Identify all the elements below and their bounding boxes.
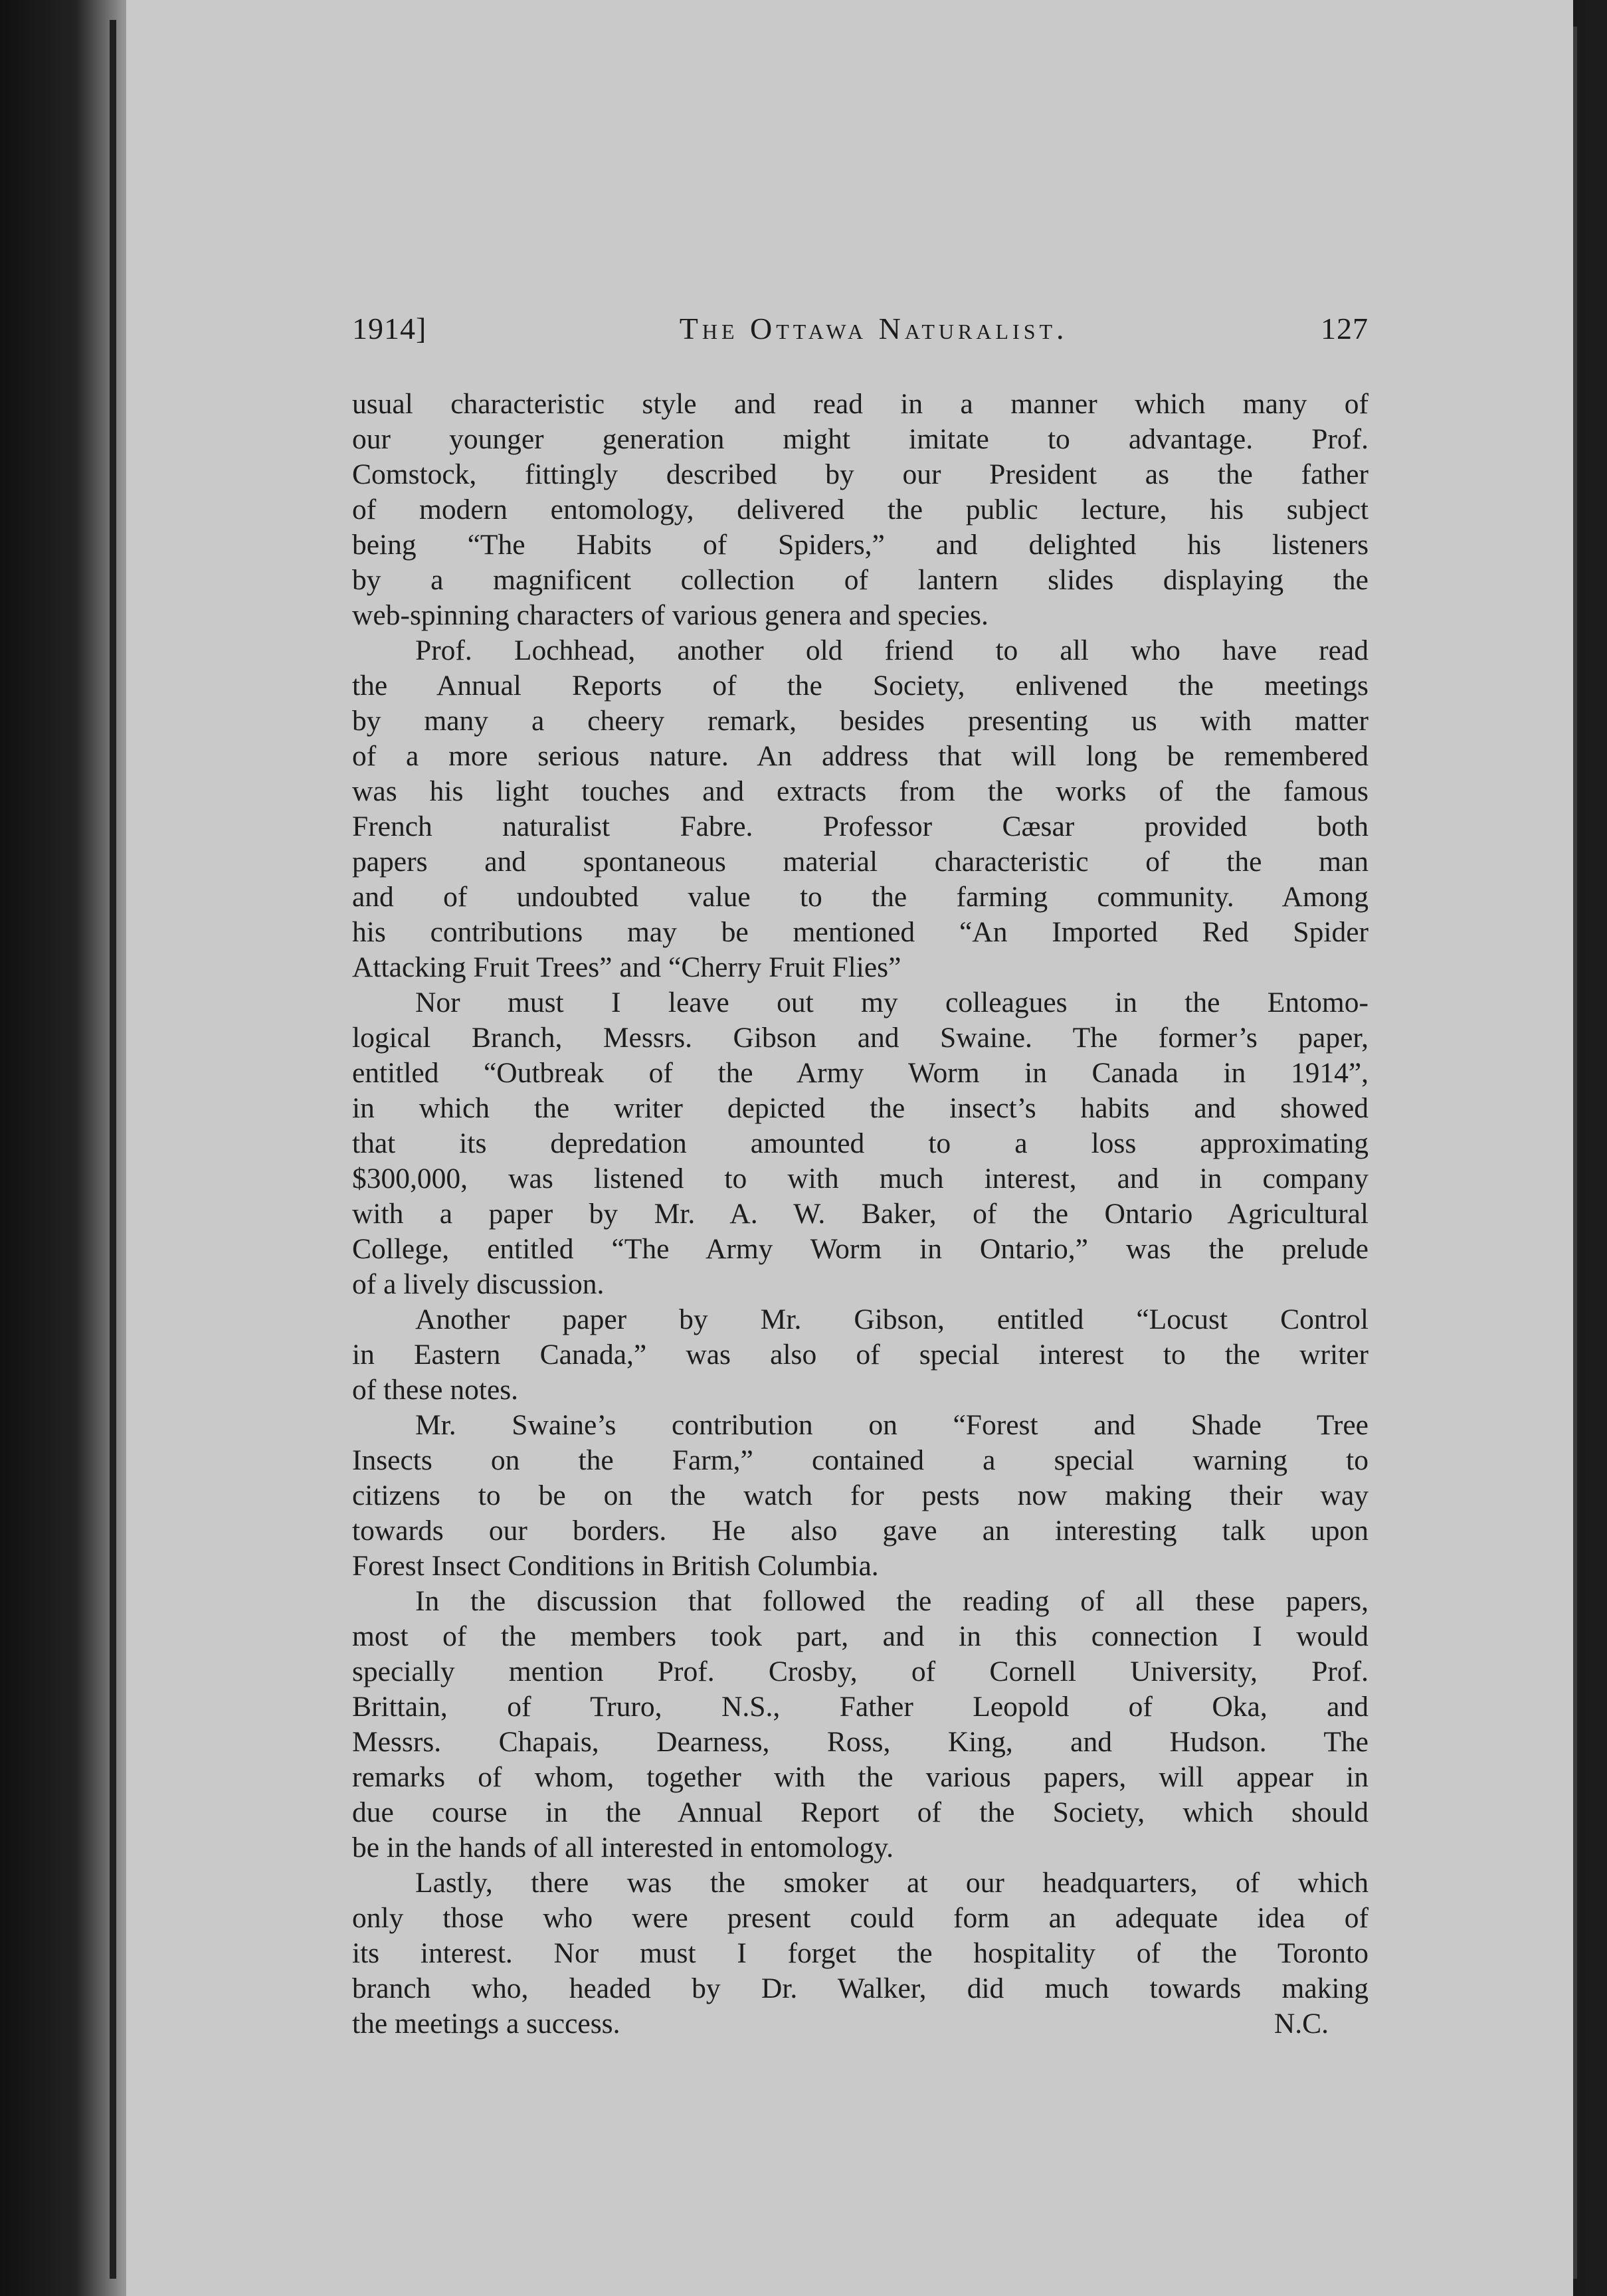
text-line: was his light touches and extracts from the works of the famous: [352, 775, 1369, 807]
text-line: Attacking Fruit Trees” and “Cherry Fruit Flies”: [352, 951, 901, 983]
paragraph-first-line: Nor must I leave out my colleagues in the Entomo-: [415, 987, 1369, 1018]
text-line: entitled “Outbreak of the Army Worm in Canada in 1914”,: [352, 1057, 1369, 1089]
page-number: 127: [1321, 312, 1369, 345]
text-line: $300,000, was listened to with much interest, and in company: [352, 1163, 1369, 1195]
text-line: by many a cheery remark, besides presenting us with matter: [352, 705, 1369, 737]
closing-line: [352, 2006, 1369, 2042]
text-line: Comstock, fittingly described by our President as the father: [352, 458, 1369, 490]
text-line: Messrs. Chapais, Dearness, Ross, King, and Hudson. The: [352, 1726, 1369, 1758]
text-line: citizens to be on the watch for pests now making their way: [352, 1480, 1369, 1511]
text-line: specially mention Prof. Crosby, of Cornell University, Prof.: [352, 1656, 1369, 1687]
text-line: and of undoubted value to the farming community. Among: [352, 881, 1369, 913]
text-line: of modern entomology, delivered the public lecture, his subject: [352, 494, 1369, 526]
text-line: Insects on the Farm,” contained a special warning to: [352, 1444, 1369, 1476]
text-line: web-spinning characters of various genera and species.: [352, 599, 989, 631]
text-line: Brittain, of Truro, N.S., Father Leopold of Oka, and: [352, 1691, 1369, 1723]
text-line: branch who, headed by Dr. Walker, did much towards making: [352, 1972, 1369, 2004]
text-line: by a magnificent collection of lantern slides displaying the: [352, 564, 1369, 596]
text-line: that its depredation amounted to a loss approximating: [352, 1127, 1369, 1159]
text-line: in which the writer depicted the insect’s habits and showed: [352, 1092, 1369, 1124]
text-line: with a paper by Mr. A. W. Baker, of the Ontario Agricultural: [352, 1198, 1369, 1230]
paragraph-first-line: Mr. Swaine’s contribution on “Forest and Shade Tree: [415, 1409, 1369, 1441]
text-line: remarks of whom, together with the various papers, will appear in: [352, 1761, 1369, 1793]
running-header: [352, 311, 1369, 346]
text-line: his contributions may be mentioned “An Imported Red Spider: [352, 916, 1369, 948]
text-line: being “The Habits of Spiders,” and delighted his listeners: [352, 529, 1369, 561]
text-line: our younger generation might imitate to advantage. Prof.: [352, 423, 1369, 455]
journal-title: The Ottawa Naturalist.: [679, 312, 1068, 345]
scan-right-margin: [1584, 0, 1607, 2296]
text-line: French naturalist Fabre. Professor Cæsar provided both: [352, 811, 1369, 842]
text-line: in Eastern Canada,” was also of special interest to the writer: [352, 1339, 1369, 1371]
scan-binding-line: [110, 20, 116, 2279]
header-year: 1914]: [352, 312, 427, 345]
paragraph-first-line: In the discussion that followed the reading of all these papers,: [415, 1585, 1369, 1617]
article-body: [352, 387, 1369, 2042]
text-line: of a more serious nature. An address that will long be remembered: [352, 740, 1369, 772]
text-line: College, entitled “The Army Worm in Ontario,” was the prelude: [352, 1233, 1369, 1265]
text-line: logical Branch, Messrs. Gibson and Swaine. The former’s paper,: [352, 1022, 1369, 1054]
paragraph-first-line: Prof. Lochhead, another old friend to all who have read: [415, 634, 1369, 666]
text-line: of a lively discussion.: [352, 1268, 605, 1300]
text-line: only those who were present could form an adequate idea of: [352, 1902, 1369, 1934]
scan-right-rule: [1573, 27, 1577, 2279]
text-line: its interest. Nor must I forget the hospitality of the Toronto: [352, 1937, 1369, 1969]
text-line: due course in the Annual Report of the Society, which should: [352, 1796, 1369, 1828]
text-line: of these notes.: [352, 1374, 519, 1406]
scan-left-margin: [0, 0, 126, 2296]
paragraph-first-line: Lastly, there was the smoker at our headquarters, of which: [415, 1867, 1369, 1899]
author-signature: N.C.: [1274, 2008, 1329, 2040]
paragraph-first-line: Another paper by Mr. Gibson, entitled “Locust Control: [415, 1303, 1369, 1335]
text-line: the meetings a success.: [352, 2008, 620, 2040]
text-line: papers and spontaneous material characteristic of the man: [352, 846, 1369, 878]
text-line: towards our borders. He also gave an interesting talk upon: [352, 1515, 1369, 1547]
text-line: most of the members took part, and in this connection I would: [352, 1620, 1369, 1652]
text-line: Forest Insect Conditions in British Columbia.: [352, 1550, 879, 1582]
text-line: the Annual Reports of the Society, enlivened the meetings: [352, 670, 1369, 702]
text-line: usual characteristic style and read in a manner which many of: [352, 388, 1369, 420]
text-line: be in the hands of all interested in entomology.: [352, 1832, 894, 1864]
